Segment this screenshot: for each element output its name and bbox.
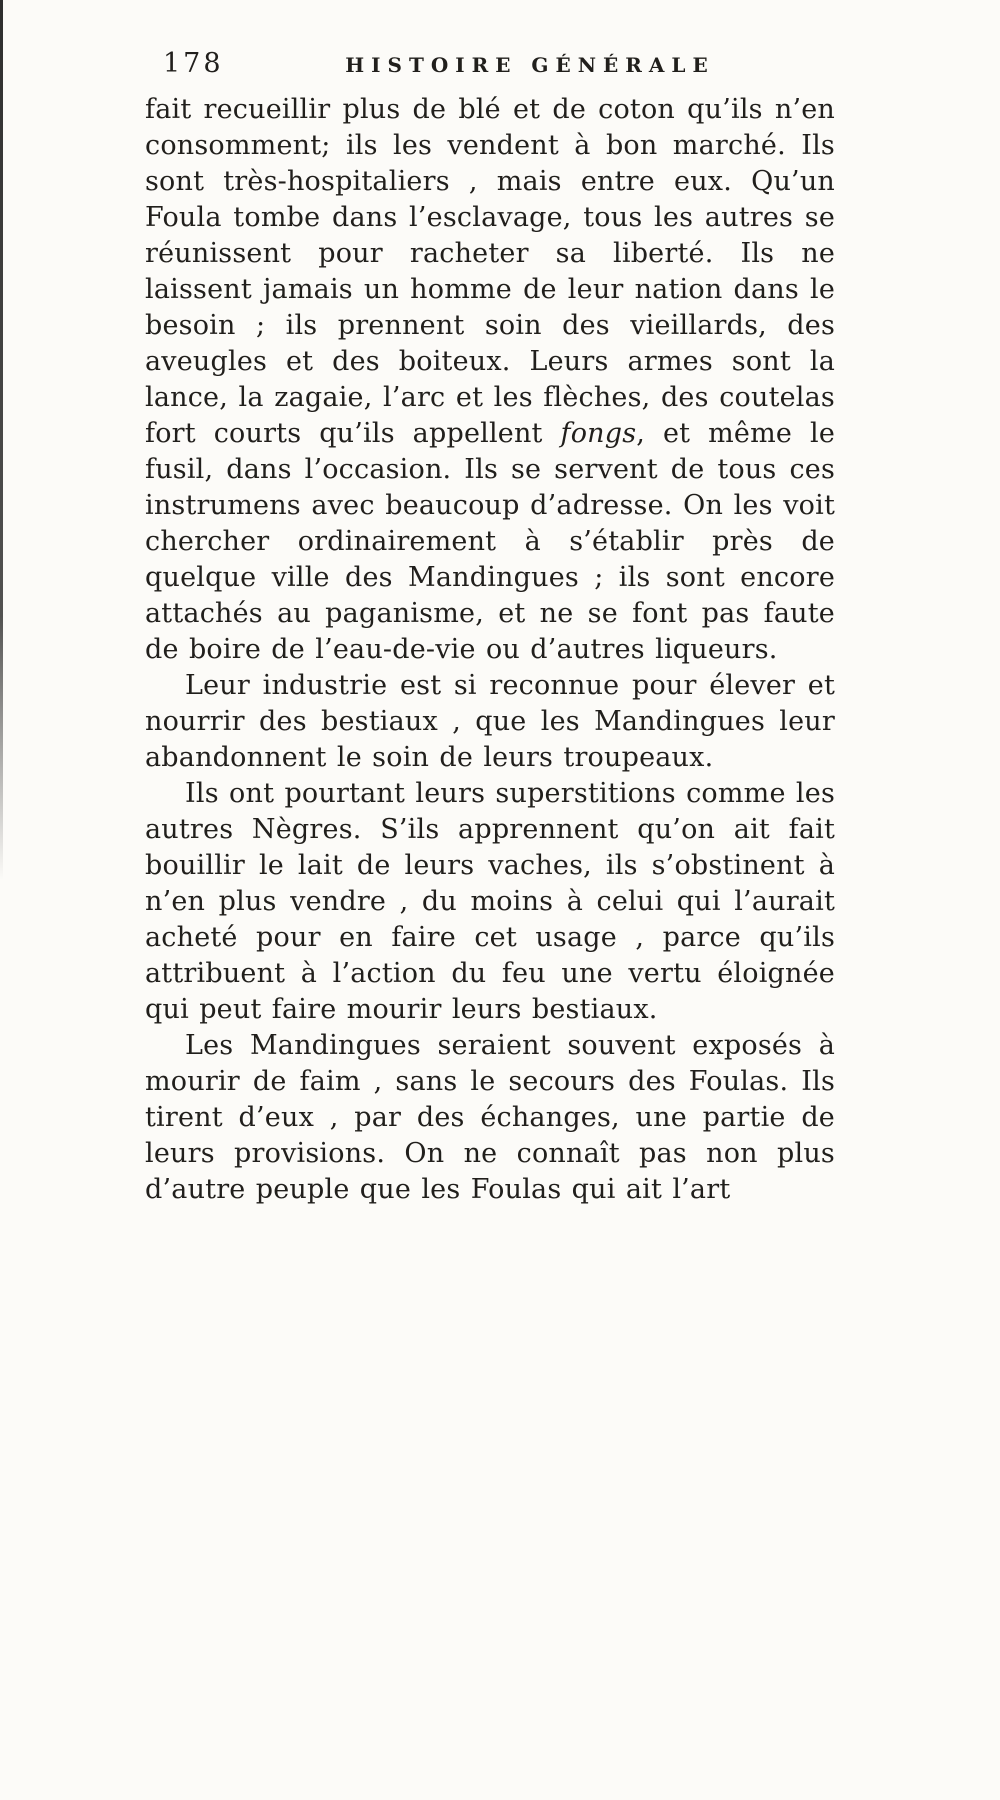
paragraph-text: , et même le fusil, dans l’occasion. Ils se servent de tous ces instrumens avec beaucoup d’adresse. On les voit chercher ordinairement à s’établir près de quelque ville des Mandingues ; ils sont encore attachés au paganisme, et ne se font pas faute de boire de l’eau-de-vie ou d’autres liqueurs.: [145, 418, 835, 665]
italic-word: fongs: [560, 418, 637, 449]
running-title: HISTOIRE GÉNÉRALE: [345, 53, 715, 77]
page-header: [145, 48, 835, 79]
page-number: 178: [163, 48, 224, 79]
scan-edge-artifact: [0, 0, 3, 880]
paragraph: [145, 92, 835, 668]
body-text: [145, 92, 835, 1208]
paragraph: Leur industrie est si reconnue pour élever et nourrir des bestiaux , que les Mandingues leur abandonnent le soin de leurs troupeaux.: [145, 670, 835, 773]
paragraph: Ils ont pourtant leurs superstitions comme les autres Nègres. S’ils apprennent qu’on ait fait bouillir le lait de leurs vaches, ils s’obstinent à n’en plus vendre , du moins à celui qui l’aurait acheté pour en faire cet usage , parce qu’ils attribuent à l’action du feu une vertu éloignée qui peut faire mourir leurs bestiaux.: [145, 778, 835, 1025]
paragraph-text: fait recueillir plus de blé et de coton qu’ils n’en consomment; ils les vendent à bon marché. Ils sont très-hospitaliers , mais entre eux. Qu’un Foula tombe dans l’esclavage, tous les autres se réunissent pour racheter sa liberté. Ils ne laissent jamais un homme de leur nation dans le besoin ; ils prennent soin des vieillards, des aveugles et des boiteux. Leurs armes sont la lance, la zagaie, l’arc et les flèches, des coutelas fort courts qu’ils appellent: [145, 94, 835, 449]
paragraph: Les Mandingues seraient souvent exposés à mourir de faim , sans le secours des Foulas. Ils tirent d’eux , par des échanges, une partie de leurs provisions. On ne connaît pas non plus d’autre peuple que les Foulas qui ait l’art: [145, 1030, 835, 1205]
